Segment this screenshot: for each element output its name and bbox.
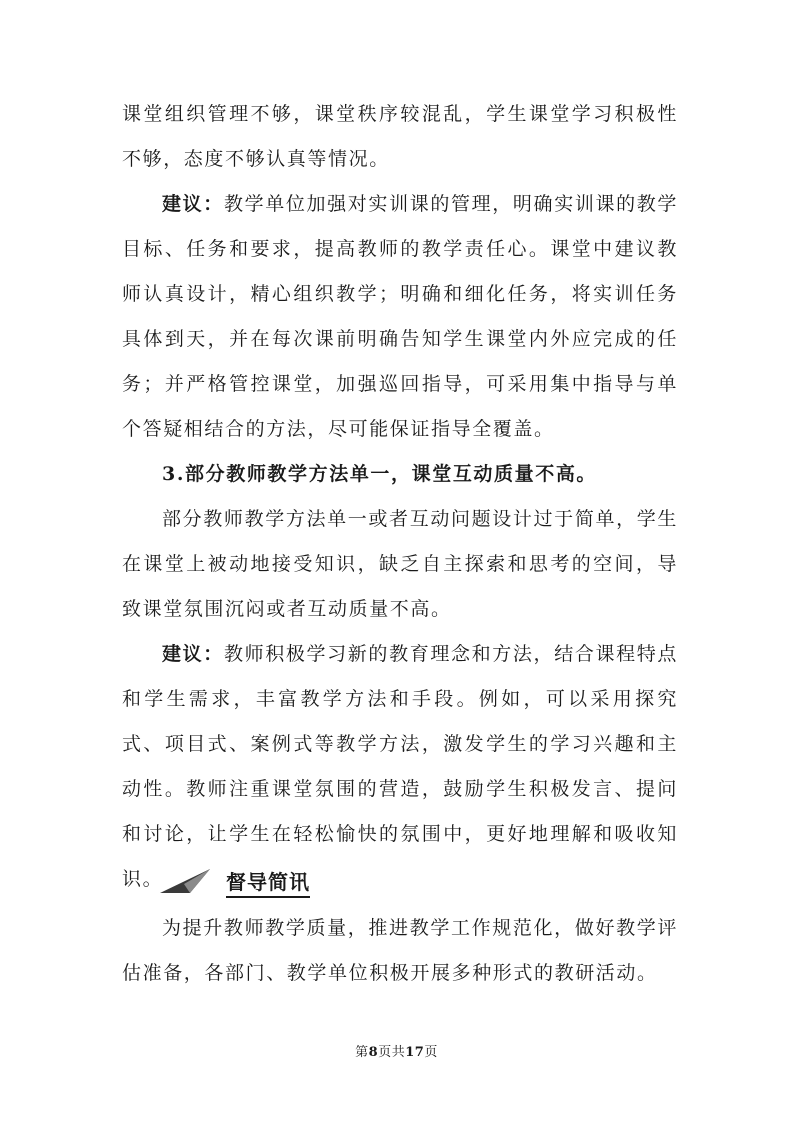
suggestion-text: 教师积极学习新的教育理念和方法，结合课程特点和学生需求，丰富教学方法和手段。例如，可以采用探究式、项目式、案例式等教学方法，激发学生的学习兴趣和主动性。教师注重课堂氛围的营造，鼓励学生积极发言、提问和讨论，让学生在轻松愉快的氛围中，更好地理解和吸收知识。 (122, 643, 678, 890)
paragraph-continuation: 课堂组织管理不够，课堂秩序较混乱，学生课堂学习积极性不够，态度不够认真等情况。 (122, 103, 678, 170)
footer-middle: 页共 (378, 1045, 406, 1060)
section-header (160, 864, 310, 900)
section-content (122, 906, 678, 996)
footer-total-pages: 17 (405, 1045, 425, 1060)
footer-suffix: 页 (424, 1045, 438, 1060)
suggestion-paragraph-2 (122, 632, 678, 902)
paper-plane-icon (160, 867, 212, 897)
suggestion-label: 建议： (162, 643, 224, 665)
issue-description-3: 部分教师教学方法单一或者互动问题设计过于简单，学生在课堂上被动地接受知识，缺乏自主探索和思考的空间，导致课堂氛围沉闷或者互动质量不高。 (122, 508, 678, 620)
section-paragraph: 为提升教师教学质量，推进教学工作规范化，做好教学评估准备，各部门、教学单位积极开展多种形式的教研活动。 (122, 917, 678, 984)
suggestion-label: 建议： (162, 193, 224, 215)
suggestion-paragraph-1 (122, 182, 678, 452)
page-footer (0, 1041, 793, 1060)
section-title: 督导简讯 (226, 866, 310, 898)
footer-prefix: 第 (355, 1045, 369, 1060)
suggestion-text: 教学单位加强对实训课的管理，明确实训课的教学目标、任务和要求，提高教师的教学责任心。课堂中建议教师认真设计，精心组织教学；明确和细化任务，将实训任务具体到天，并在每次课前明确告知学生课堂内外应完成的任务；并严格管控课堂，加强巡回指导，可采用集中指导与单个答疑相结合的方法，尽可能保证指导全覆盖。 (122, 193, 678, 440)
footer-page-number: 8 (368, 1045, 379, 1060)
issue-heading-3: 3.部分教师教学方法单一，课堂互动质量不高。 (162, 463, 598, 485)
main-content (122, 92, 678, 902)
